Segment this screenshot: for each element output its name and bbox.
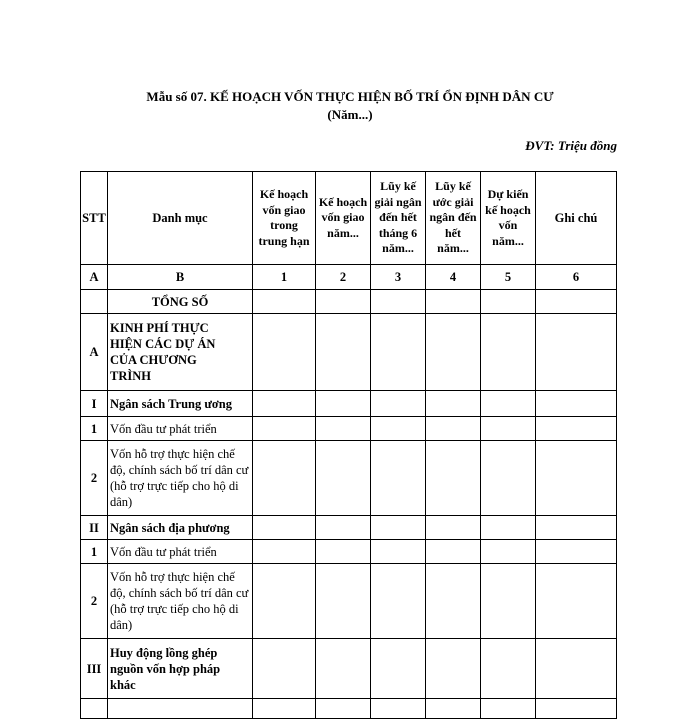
empty-cell — [253, 639, 316, 699]
empty-cell — [481, 314, 536, 391]
empty-cell — [536, 540, 617, 564]
table-row — [81, 564, 617, 639]
empty-cell — [371, 417, 426, 441]
empty-cell — [536, 516, 617, 540]
empty-cell — [426, 391, 481, 417]
empty-cell — [426, 441, 481, 516]
empty-cell — [481, 290, 536, 314]
row-name: Ngân sách Trung ương — [108, 391, 253, 417]
empty-cell — [481, 699, 536, 719]
empty-cell — [426, 290, 481, 314]
table-row — [81, 639, 617, 699]
empty-cell — [536, 564, 617, 639]
row-name: Ngân sách địa phương — [108, 516, 253, 540]
empty-cell — [316, 639, 371, 699]
empty-cell — [426, 417, 481, 441]
empty-cell — [316, 441, 371, 516]
row-stt: III — [81, 639, 108, 699]
index-cell: 6 — [536, 265, 617, 290]
empty-cell — [316, 417, 371, 441]
empty-cell — [316, 290, 371, 314]
empty-cell — [481, 540, 536, 564]
empty-cell — [253, 699, 316, 719]
table-row — [81, 699, 617, 719]
empty-cell — [426, 639, 481, 699]
empty-cell — [536, 417, 617, 441]
empty-cell — [536, 391, 617, 417]
empty-cell — [481, 417, 536, 441]
empty-cell — [426, 699, 481, 719]
table-row — [81, 290, 617, 314]
empty-cell — [536, 441, 617, 516]
row-stt: 1 — [81, 540, 108, 564]
row-stt: 2 — [81, 441, 108, 516]
empty-cell — [316, 314, 371, 391]
empty-cell — [371, 391, 426, 417]
table-row — [81, 391, 617, 417]
empty-cell — [316, 516, 371, 540]
row-stt: II — [81, 516, 108, 540]
empty-cell — [426, 516, 481, 540]
table-row — [81, 417, 617, 441]
empty-cell — [481, 516, 536, 540]
empty-cell — [536, 639, 617, 699]
row-name: KINH PHÍ THỰC HIỆN CÁC DỰ ÁN CỦA CHƯƠNG TRÌNH — [108, 314, 253, 391]
empty-cell — [316, 699, 371, 719]
empty-cell — [253, 516, 316, 540]
document-title — [0, 88, 700, 124]
empty-cell — [426, 564, 481, 639]
index-cell: 4 — [426, 265, 481, 290]
table-row — [81, 516, 617, 540]
row-stt: A — [81, 314, 108, 391]
header-col-5: Dự kiến kế hoạch vốn năm... — [481, 172, 536, 265]
row-name: Vốn đầu tư phát triển — [108, 417, 253, 441]
plan-table — [80, 171, 617, 719]
row-stt — [81, 290, 108, 314]
table-row — [81, 314, 617, 391]
empty-cell — [481, 441, 536, 516]
row-stt: 1 — [81, 417, 108, 441]
row-name: Vốn hỗ trợ thực hiện chế độ, chính sách bố trí dân cư (hỗ trợ trực tiếp cho hộ di dân) — [108, 441, 253, 516]
empty-cell — [426, 540, 481, 564]
header-stt: STT — [81, 172, 108, 265]
empty-cell — [426, 314, 481, 391]
empty-cell — [371, 314, 426, 391]
empty-cell — [371, 564, 426, 639]
empty-cell — [108, 699, 253, 719]
header-col-2: Kế hoạch vốn giao năm... — [316, 172, 371, 265]
index-row — [81, 265, 617, 290]
index-cell: 2 — [316, 265, 371, 290]
row-name: TỔNG SỐ — [108, 290, 253, 314]
index-cell: 5 — [481, 265, 536, 290]
index-cell: B — [108, 265, 253, 290]
header-col-1: Kế hoạch vốn giao trong trung hạn — [253, 172, 316, 265]
index-cell: A — [81, 265, 108, 290]
empty-cell — [371, 540, 426, 564]
row-stt: 2 — [81, 564, 108, 639]
header-col-6: Ghi chú — [536, 172, 617, 265]
empty-cell — [536, 290, 617, 314]
row-name: Vốn đầu tư phát triển — [108, 540, 253, 564]
index-cell: 3 — [371, 265, 426, 290]
empty-cell — [536, 314, 617, 391]
header-col-4: Lũy kế ước giải ngân đến hết năm... — [426, 172, 481, 265]
empty-cell — [481, 564, 536, 639]
empty-cell — [316, 564, 371, 639]
empty-cell — [371, 639, 426, 699]
empty-cell — [253, 314, 316, 391]
empty-cell — [253, 441, 316, 516]
empty-cell — [371, 290, 426, 314]
empty-cell — [481, 391, 536, 417]
empty-cell — [481, 639, 536, 699]
index-cell: 1 — [253, 265, 316, 290]
empty-cell — [253, 290, 316, 314]
row-name: Huy động lồng ghép nguồn vốn hợp pháp khác — [108, 639, 253, 699]
unit-label: ĐVT: Triệu đồng — [525, 138, 617, 153]
empty-cell — [536, 699, 617, 719]
row-stt: I — [81, 391, 108, 417]
empty-cell — [316, 540, 371, 564]
row-name: Vốn hỗ trợ thực hiện chế độ, chính sách bố trí dân cư (hỗ trợ trực tiếp cho hộ di dân) — [108, 564, 253, 639]
table-row — [81, 441, 617, 516]
header-danh-muc: Danh mục — [108, 172, 253, 265]
empty-cell — [371, 516, 426, 540]
header-row — [81, 172, 617, 265]
empty-cell — [371, 699, 426, 719]
table-row — [81, 540, 617, 564]
empty-cell — [316, 391, 371, 417]
empty-cell — [371, 441, 426, 516]
empty-cell — [253, 417, 316, 441]
empty-cell — [81, 699, 108, 719]
empty-cell — [253, 564, 316, 639]
empty-cell — [253, 540, 316, 564]
title-line-1: Mẫu số 07. KẾ HOẠCH VỐN THỰC HIỆN BỐ TRÍ ỔN ĐỊNH DÂN CƯ — [146, 89, 554, 104]
empty-cell — [253, 391, 316, 417]
header-col-3: Lũy kế giải ngân đến hết tháng 6 năm... — [371, 172, 426, 265]
title-line-2: (Năm...) — [327, 107, 373, 122]
